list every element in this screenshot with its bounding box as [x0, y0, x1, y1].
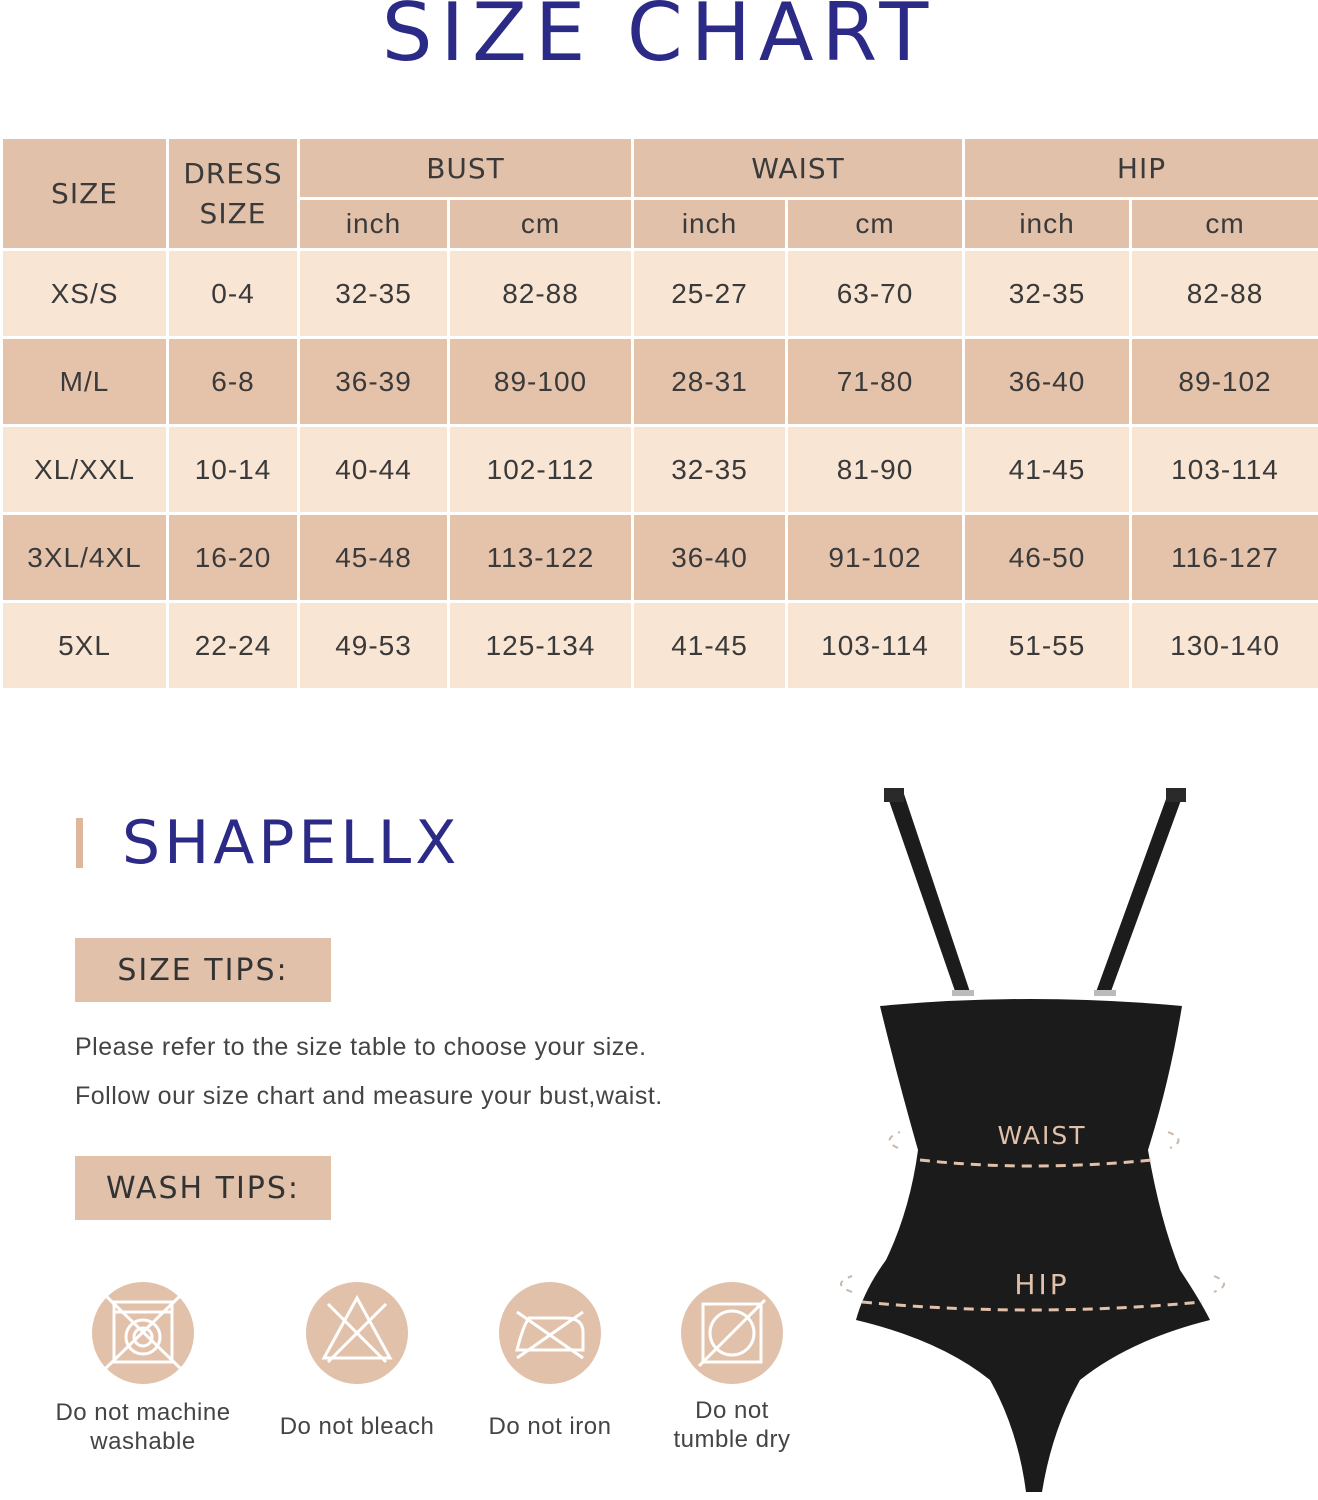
- table-cell: 41-45: [964, 426, 1131, 514]
- brand-name: SHAPELLX: [122, 808, 461, 878]
- header-waist: WAIST: [633, 138, 964, 199]
- table-cell: 45-48: [299, 514, 449, 602]
- wash-item-tumble: [652, 1282, 812, 1454]
- header-bust: BUST: [299, 138, 633, 199]
- table-row: [2, 250, 1318, 338]
- size-tips-label: SIZE TIPS:: [75, 938, 331, 1002]
- table-row: [2, 514, 1318, 602]
- wash-item-bleach: [262, 1282, 452, 1441]
- header-hip: HIP: [964, 138, 1318, 199]
- no-tumble-dry-icon: [681, 1282, 783, 1384]
- unit-bust-inch: inch: [299, 199, 449, 250]
- size-tip-line-1: Please refer to the size table to choose your size.: [75, 1033, 647, 1061]
- table-cell: 10-14: [168, 426, 299, 514]
- table-cell: 125-134: [449, 602, 633, 690]
- table-cell: 22-24: [168, 602, 299, 690]
- unit-waist-inch: inch: [633, 199, 787, 250]
- wash-item-tumble-line1: Do not: [695, 1397, 769, 1424]
- wash-item-tumble-line2: tumble dry: [673, 1426, 791, 1453]
- table-cell: XL/XXL: [2, 426, 168, 514]
- table-cell: 116-127: [1131, 514, 1318, 602]
- table-cell: 25-27: [633, 250, 787, 338]
- waist-label: WAIST: [997, 1121, 1087, 1150]
- header-size: SIZE: [2, 138, 168, 250]
- table-cell: 130-140: [1131, 602, 1318, 690]
- table-cell: 82-88: [449, 250, 633, 338]
- wash-item-bleach-line1: Do not bleach: [279, 1413, 435, 1440]
- table-cell: XS/S: [2, 250, 168, 338]
- wash-item-machine-line1: Do not machine: [55, 1399, 231, 1426]
- table-cell: 36-40: [964, 338, 1131, 426]
- no-bleach-icon: [306, 1282, 408, 1384]
- table-cell: 5XL: [2, 602, 168, 690]
- table-cell: 3XL/4XL: [2, 514, 168, 602]
- brand-accent-bar: [76, 818, 83, 868]
- unit-waist-cm: cm: [787, 199, 964, 250]
- table-row: [2, 338, 1318, 426]
- table-cell: 28-31: [633, 338, 787, 426]
- wash-item-iron-line1: Do not iron: [488, 1413, 612, 1440]
- no-machine-wash-icon: [92, 1282, 194, 1384]
- table-cell: 0-4: [168, 250, 299, 338]
- table-cell: 63-70: [787, 250, 964, 338]
- table-cell: 82-88: [1131, 250, 1318, 338]
- table-row: [2, 602, 1318, 690]
- table-row: [2, 426, 1318, 514]
- size-tip-line-2: Follow our size chart and measure your bust,waist.: [75, 1082, 663, 1110]
- unit-hip-inch: inch: [964, 199, 1131, 250]
- table-cell: 16-20: [168, 514, 299, 602]
- wash-item-iron: [470, 1282, 630, 1441]
- table-cell: 32-35: [964, 250, 1131, 338]
- table-cell: 40-44: [299, 426, 449, 514]
- wash-item-machine: [42, 1282, 244, 1456]
- header-dress-line2: SIZE: [199, 196, 267, 230]
- table-cell: 102-112: [449, 426, 633, 514]
- wash-tips-label: WASH TIPS:: [75, 1156, 331, 1220]
- unit-bust-cm: cm: [449, 199, 633, 250]
- table-cell: 49-53: [299, 602, 449, 690]
- table-cell: 32-35: [633, 426, 787, 514]
- table-cell: 89-102: [1131, 338, 1318, 426]
- table-cell: 32-35: [299, 250, 449, 338]
- no-iron-icon: [499, 1282, 601, 1384]
- header-dress-line1: DRESS: [183, 156, 283, 190]
- header-dress-size: [168, 138, 299, 250]
- size-chart-table: [0, 136, 1318, 691]
- table-cell: 89-100: [449, 338, 633, 426]
- table-cell: 81-90: [787, 426, 964, 514]
- table-cell: 41-45: [633, 602, 787, 690]
- table-cell: 6-8: [168, 338, 299, 426]
- table-cell: 103-114: [1131, 426, 1318, 514]
- table-cell: 71-80: [787, 338, 964, 426]
- unit-hip-cm: cm: [1131, 199, 1318, 250]
- page-title: SIZE CHART: [381, 0, 937, 79]
- bodysuit-figure: [830, 780, 1240, 1500]
- hip-label: HIP: [1014, 1268, 1070, 1301]
- table-cell: 91-102: [787, 514, 964, 602]
- table-cell: 51-55: [964, 602, 1131, 690]
- table-cell: 113-122: [449, 514, 633, 602]
- wash-item-machine-line2: washable: [90, 1428, 196, 1455]
- table-cell: 103-114: [787, 602, 964, 690]
- table-cell: 46-50: [964, 514, 1131, 602]
- table-cell: 36-39: [299, 338, 449, 426]
- table-cell: M/L: [2, 338, 168, 426]
- table-cell: 36-40: [633, 514, 787, 602]
